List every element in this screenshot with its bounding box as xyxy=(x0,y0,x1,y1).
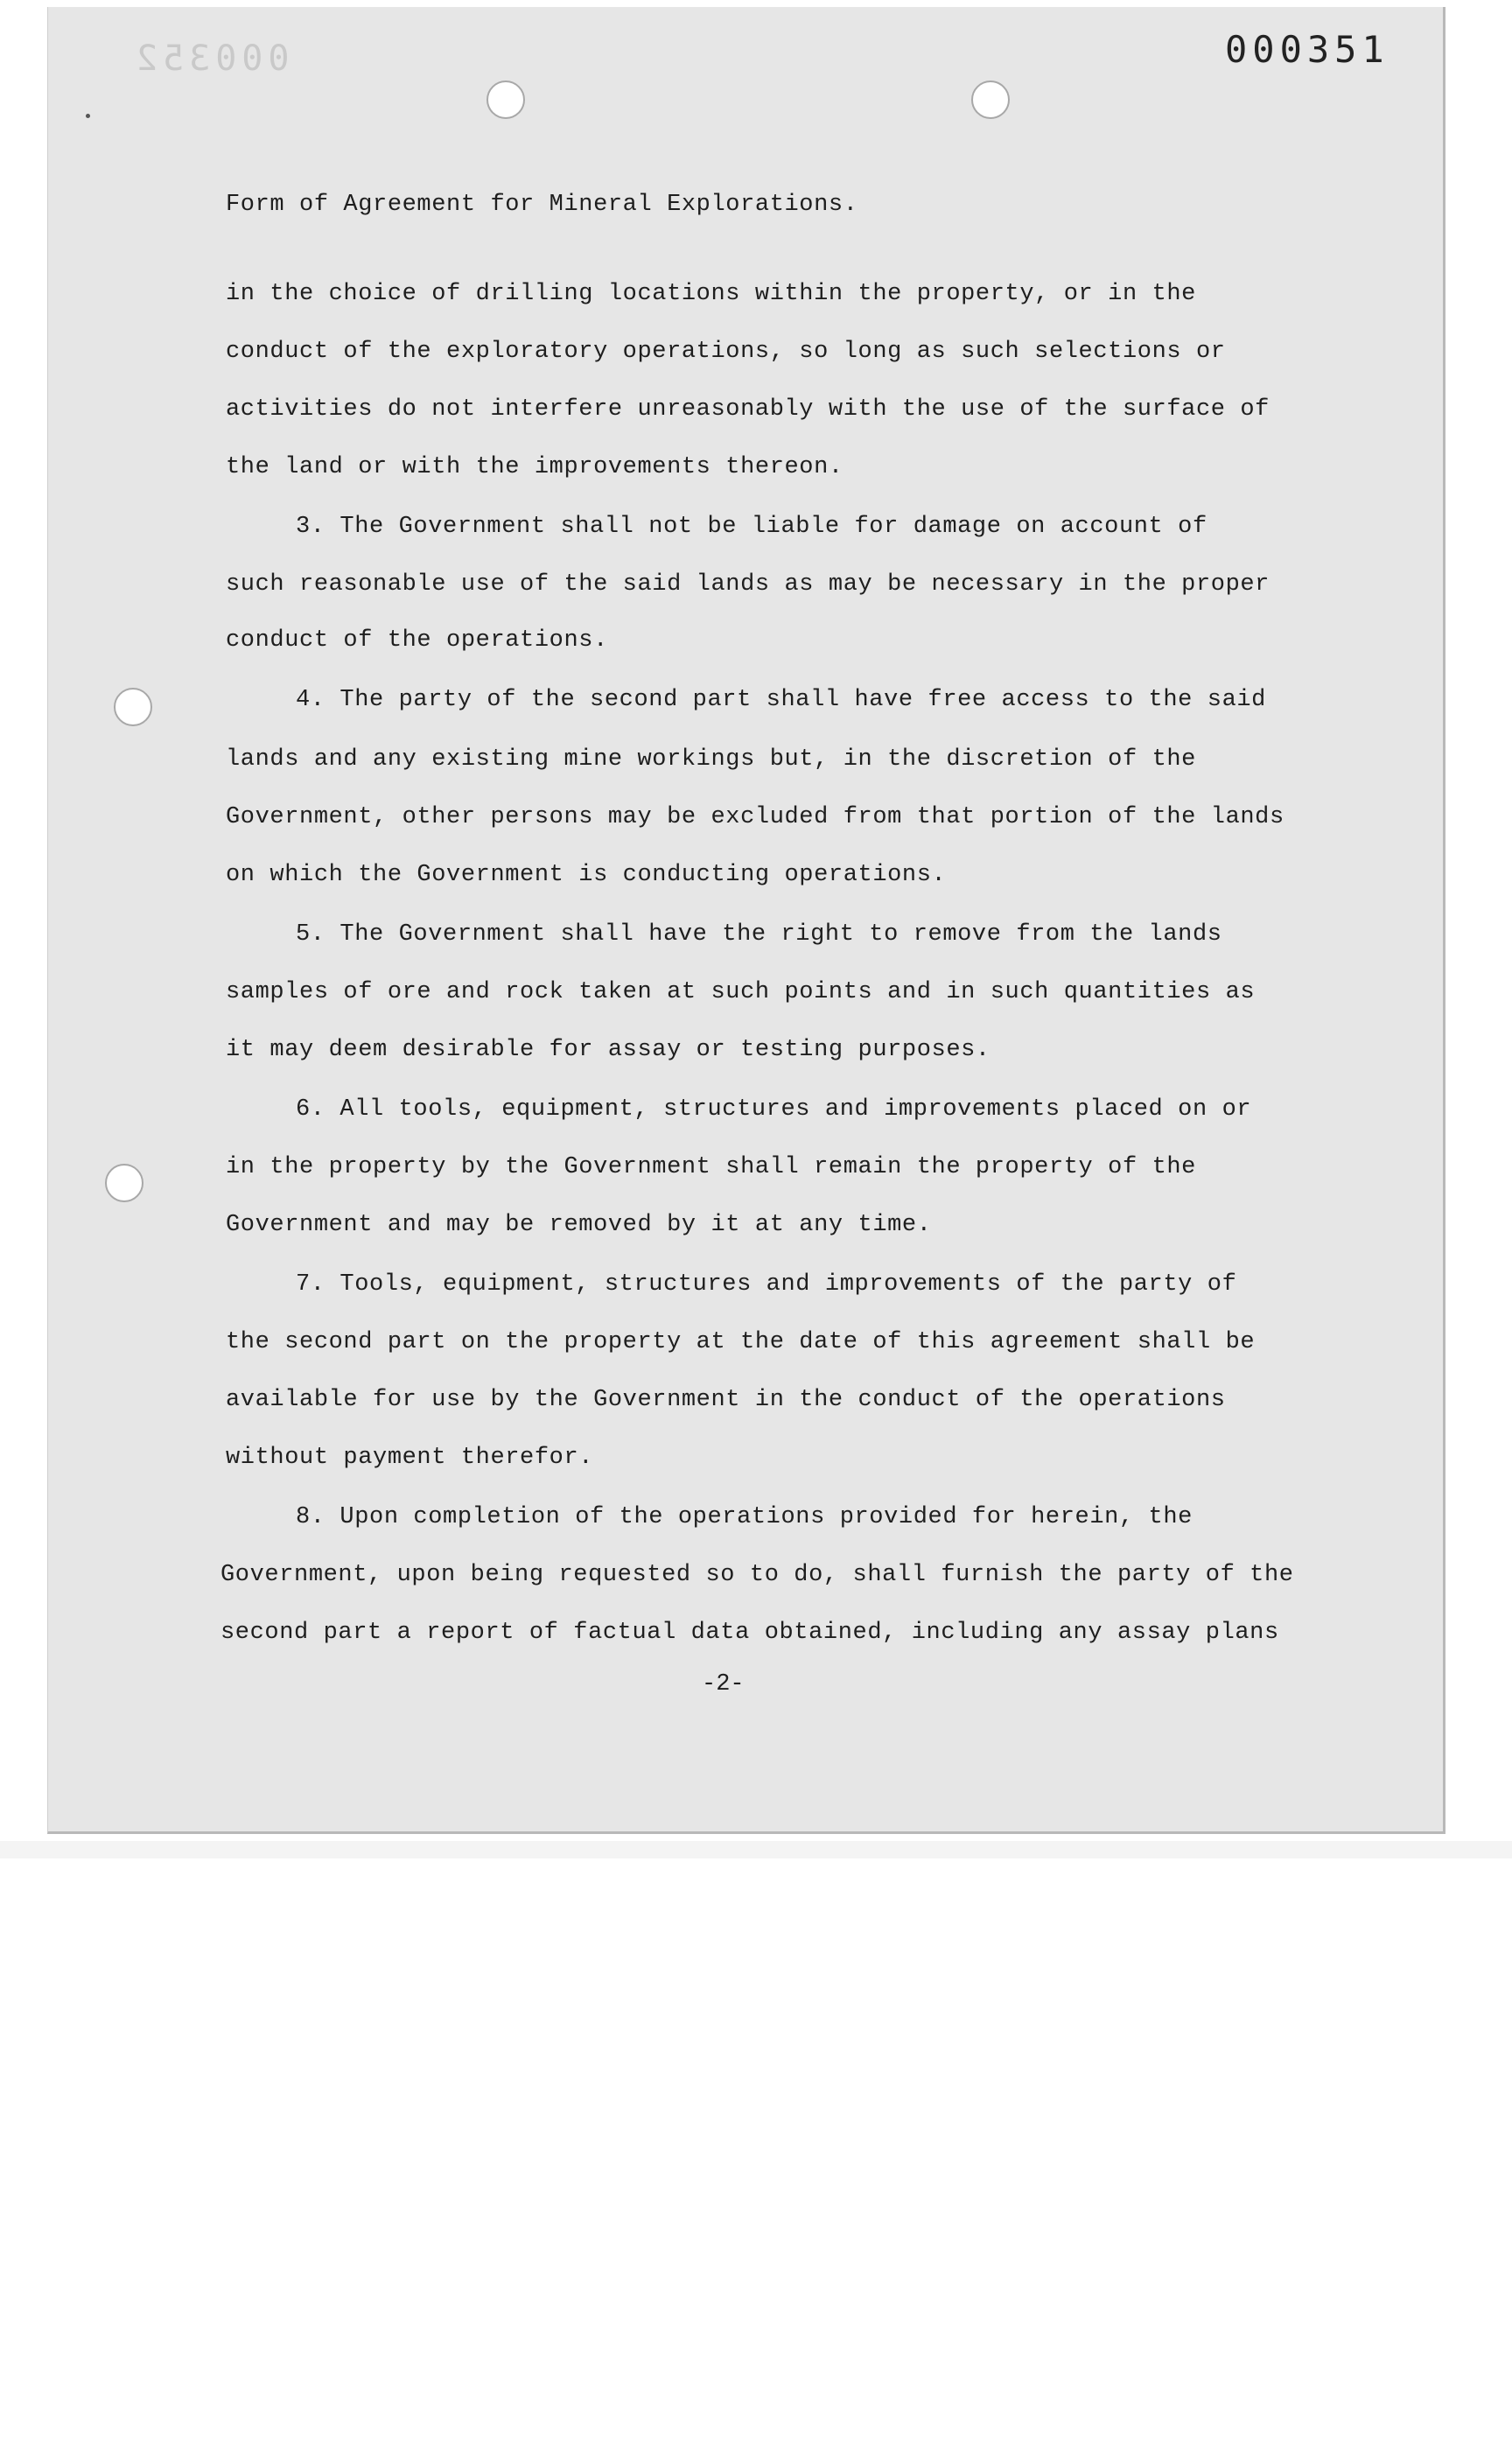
punch-hole-left-lower xyxy=(105,1164,144,1202)
text-line: 4. The party of the second part shall have free access to the said xyxy=(296,687,1266,713)
text-line: in the property by the Government shall remain the property of the xyxy=(226,1154,1196,1180)
text-line: 5. The Government shall have the right to remove from the lands xyxy=(296,921,1222,948)
text-line: in the choice of drilling locations within the property, or in the xyxy=(226,281,1196,307)
doc-number: 000351 xyxy=(1225,28,1390,71)
speck-mark xyxy=(86,114,90,118)
text-line: samples of ore and rock taken at such points and in such quantities as xyxy=(226,979,1256,1005)
punch-hole-top-left xyxy=(486,80,525,119)
text-line: activities do not interfere unreasonably with the use of the surface of xyxy=(226,396,1270,423)
text-line: conduct of the operations. xyxy=(226,627,608,654)
text-line: 7. Tools, equipment, structures and improvements of the party of xyxy=(296,1271,1237,1298)
text-line: available for use by the Government in the conduct of the operations xyxy=(226,1387,1226,1413)
page-bottom-margin xyxy=(0,1841,1512,1858)
text-line: such reasonable use of the said lands as may be necessary in the proper xyxy=(226,571,1270,598)
text-line: second part a report of factual data obtained, including any assay plans xyxy=(220,1620,1279,1646)
text-line: lands and any existing mine workings but, in the discretion of the xyxy=(226,746,1196,773)
text-line: Government, upon being requested so to do, shall furnish the party of the xyxy=(220,1562,1294,1588)
text-line: Government and may be removed by it at any time. xyxy=(226,1212,932,1238)
text-line: it may deem desirable for assay or testing purposes. xyxy=(226,1037,990,1063)
punch-hole-left-upper xyxy=(114,688,152,726)
show-through-doc-number: 000352 xyxy=(131,38,290,79)
text-line: 8. Upon completion of the operations provided for herein, the xyxy=(296,1504,1193,1530)
text-line: the second part on the property at the date of this agreement shall be xyxy=(226,1329,1256,1355)
text-line: 6. All tools, equipment, structures and improvements placed on or xyxy=(296,1096,1252,1123)
text-line: without payment therefor. xyxy=(226,1445,594,1471)
page-number: -2- xyxy=(702,1671,745,1698)
text-line: conduct of the exploratory operations, so long as such selections or xyxy=(226,339,1226,365)
document-header: Form of Agreement for Mineral Explorations. xyxy=(226,192,858,218)
text-line: on which the Government is conducting operations. xyxy=(226,862,947,888)
punch-hole-top-right xyxy=(971,80,1010,119)
text-line: Government, other persons may be excluded from that portion of the lands xyxy=(226,804,1284,830)
text-line: 3. The Government shall not be liable for damage on account of xyxy=(296,514,1208,540)
text-line: the land or with the improvements thereon. xyxy=(226,454,844,480)
